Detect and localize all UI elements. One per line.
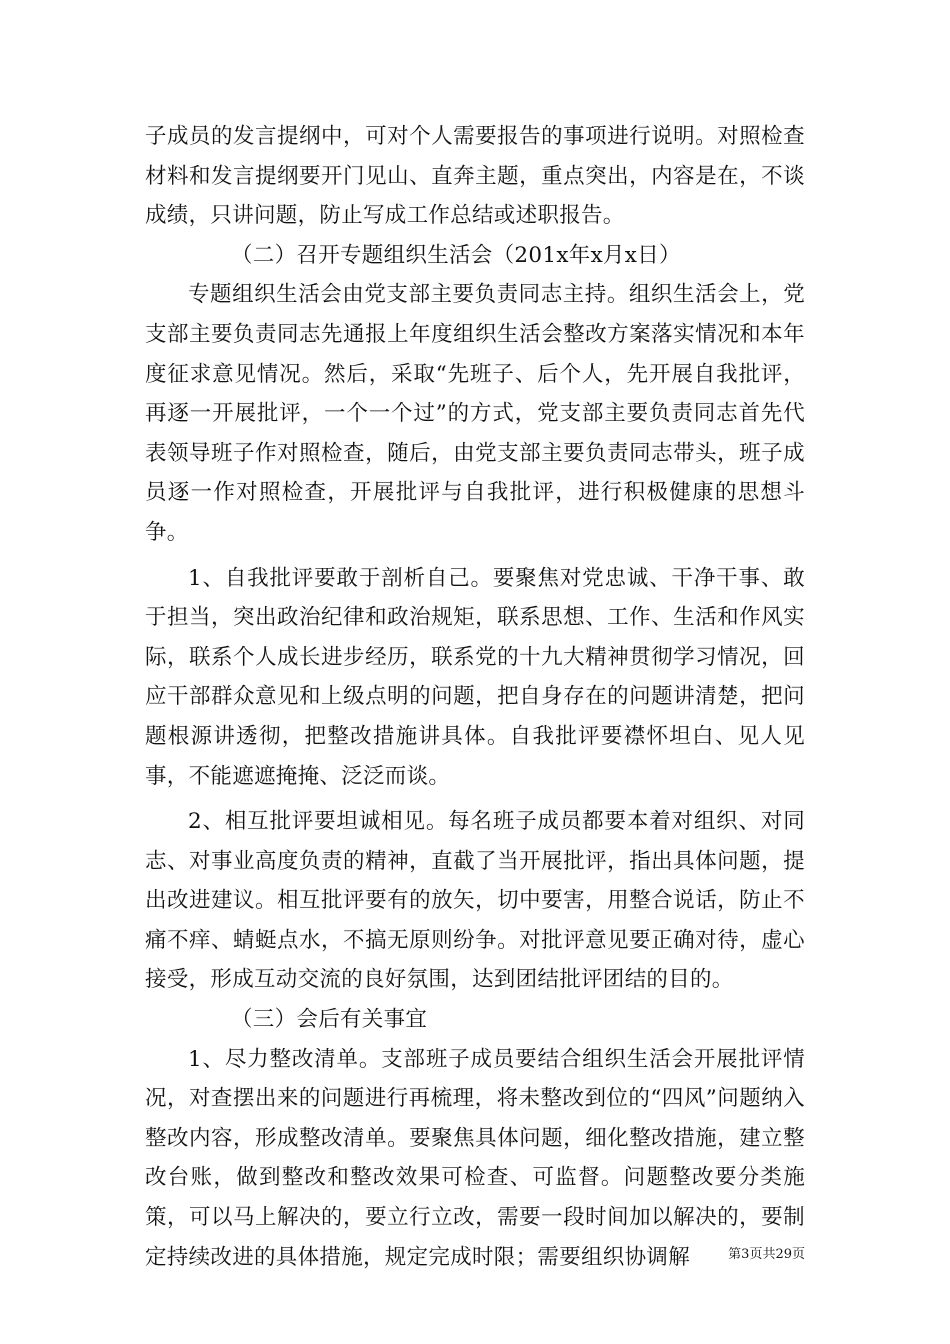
paragraph-rectification-list: 1、尽力整改清单。支部班子成员要结合组织生活会开展批评情况，对查摆出来的问题进行再梳理，将未整改到位的“四风”问题纳入整改内容，形成整改清单。要聚焦具体问题，细化整改措施，建立整改台账，做到整改和整改效果可检查、可监督。问题整改要分类施策，可以马上解决的，要立行立改，需要一段时间加以解决的，要制定持续改进的具体措施，规定完成时限；需要组织协调解 <box>145 1046 805 1270</box>
paragraph-continuation: 子成员的发言提纲中，可对个人需要报告的事项进行说明。对照检查材料和发言提纲要开门见山、直奔主题，重点突出，内容是在，不谈成绩，只讲问题，防止写成工作总结或述职报告。 <box>145 124 805 229</box>
page-number: 第3页共29页 <box>728 1247 805 1262</box>
paragraph-self-criticism: 1、自我批评要敢于剖析自己。要聚焦对党忠诚、干净干事、敢于担当，突出政治纪律和政治规矩，联系思想、工作、生活和作风实际，联系个人成长进步经历，联系党的十九大精神贯彻学习情况，回应干部群众意见和上级点明的问题，把自身存在的问题讲清楚，把问题根源讲透彻，把整改措施讲具体。自我批评要襟怀坦白、见人见事，不能遮遮掩掩、泛泛而谈。 <box>145 565 805 789</box>
paragraph-meeting-procedure: 专题组织生活会由党支部主要负责同志主持。组织生活会上，党支部主要负责同志先通报上年度组织生活会整改方案落实情况和本年度征求意见情况。然后，采取“先班子、后个人，先开展自我批评，再逐一开展批评，一个一个过”的方式，党支部主要负责同志首先代表领导班子作对照检查，随后，由党支部主要负责同志带头，班子成员逐一作对照检查，开展批评与自我批评，进行积极健康的思想斗争。 <box>145 282 805 545</box>
section-heading-meeting: （二）召开专题组织生活会（201x年x月x日） <box>231 242 681 268</box>
paragraph-mutual-criticism: 2、相互批评要坦诚相见。每名班子成员都要本着对组织、对同志、对事业高度负责的精神，直截了当开展批评，指出具体问题，提出改进建议。相互批评要有的放矢，切中要害，用整合说话，防止不痛不痒、蜻蜓点水，不搞无原则纷争。对批评意见要正确对待，虚心接受，形成互动交流的良好氛围，达到团结批评团结的目的。 <box>145 809 805 993</box>
document-body <box>145 117 805 1277</box>
section-heading-followup: （三）会后有关事宜 <box>231 1007 428 1033</box>
